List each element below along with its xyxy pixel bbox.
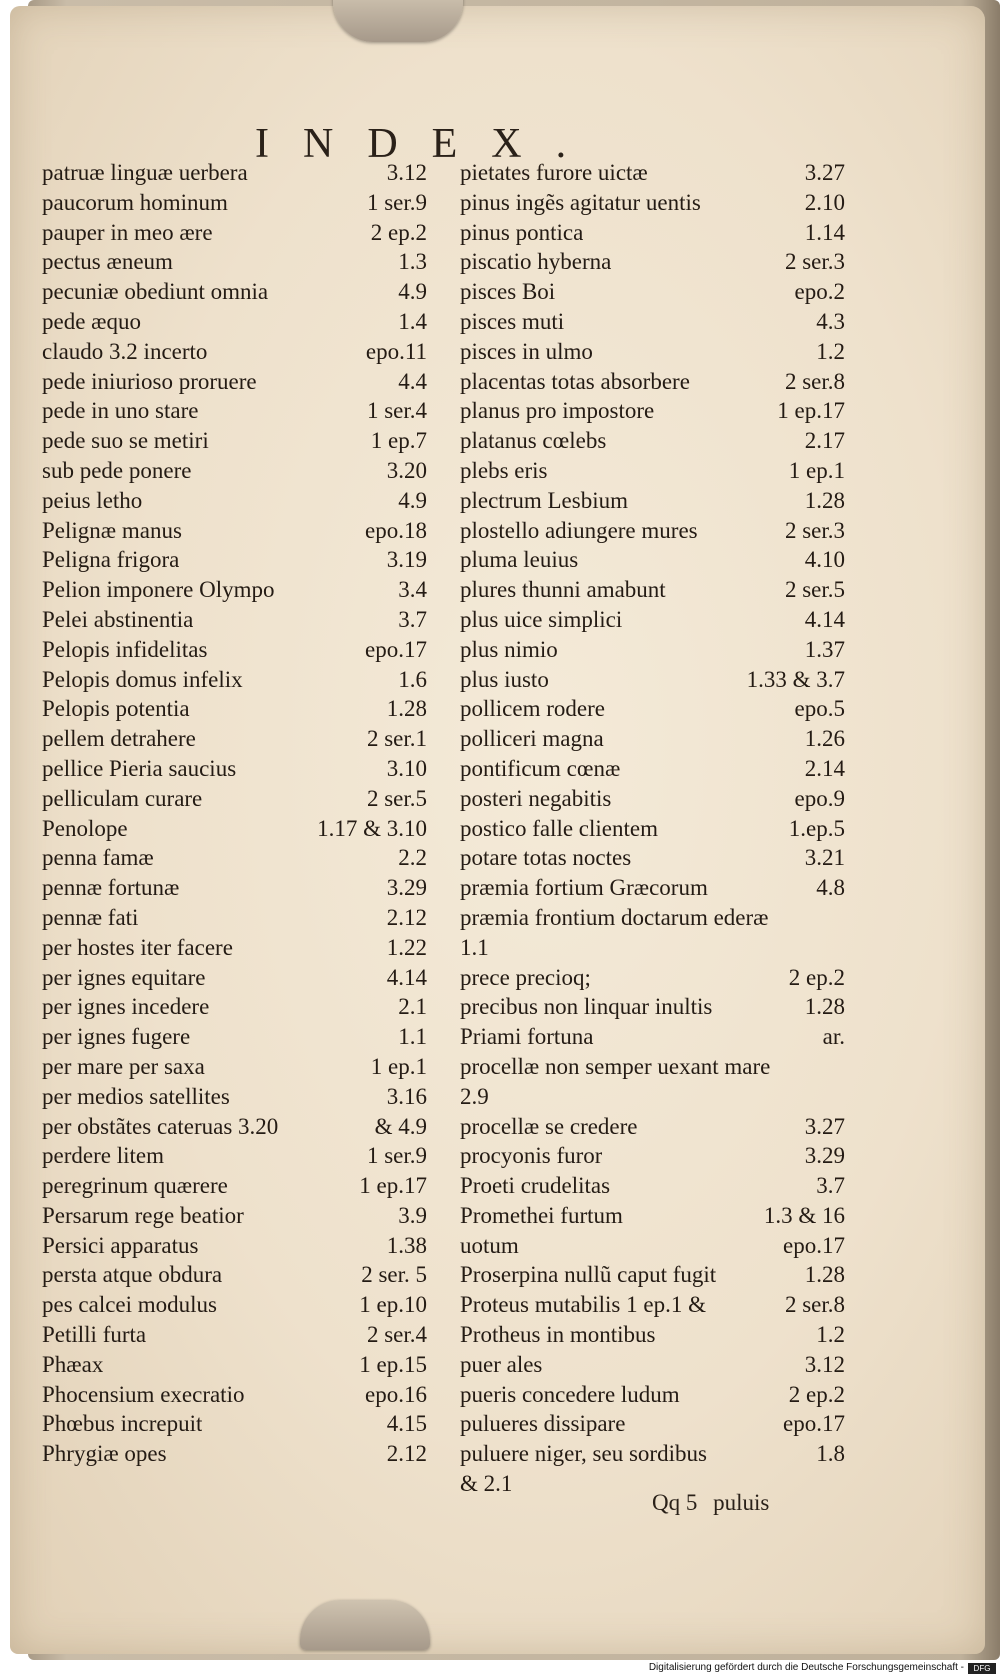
index-reference: 2 ep.2	[370, 219, 427, 245]
index-reference: 1 ep.7	[370, 428, 427, 454]
index-entry	[42, 160, 427, 190]
index-reference: 2 ser.1	[366, 726, 427, 752]
index-reference: 2 ser.8	[784, 368, 845, 394]
index-reference: 1.38	[386, 1232, 427, 1258]
index-entry	[42, 1203, 427, 1233]
index-term: posteri negabitis	[460, 785, 612, 811]
index-term: pennæ fortunæ	[42, 875, 180, 901]
index-term: Priami fortuna	[460, 1024, 594, 1050]
index-reference: 3.27	[804, 160, 845, 185]
index-reference: 2.17	[804, 428, 845, 454]
index-reference: 3.29	[804, 1143, 845, 1169]
index-reference: epo.11	[365, 338, 427, 364]
index-entry	[42, 875, 427, 905]
index-term: Petilli furta	[42, 1322, 147, 1348]
index-reference: 4.3	[816, 308, 845, 334]
index-entry	[460, 1262, 845, 1292]
index-entry	[42, 1322, 427, 1352]
index-entry	[460, 1411, 845, 1441]
index-reference: 1 ep.15	[359, 1351, 427, 1377]
index-term: Phæax	[42, 1351, 104, 1377]
index-column-left	[42, 160, 427, 1471]
book-clamp-top	[333, 0, 463, 42]
index-term: 1.1	[460, 934, 489, 960]
index-entry	[460, 667, 845, 697]
book-clamp-bottom	[300, 1600, 430, 1650]
index-term: pelliculam curare	[42, 785, 203, 811]
index-reference: 4.4	[398, 368, 427, 394]
index-reference: 1 ep.1	[788, 457, 845, 483]
index-entry	[460, 607, 845, 637]
index-term: procyonis furor	[460, 1143, 603, 1169]
index-entry	[42, 279, 427, 309]
index-term: Penolope	[42, 815, 128, 841]
index-reference: 3.19	[386, 547, 427, 573]
index-term: per ignes fugere	[42, 1024, 191, 1050]
index-entry	[460, 220, 845, 250]
index-reference: 3.9	[398, 1202, 427, 1228]
index-reference: 1.ep.5	[788, 815, 845, 841]
index-reference: 3.29	[386, 875, 427, 901]
index-reference: 3.27	[804, 1113, 845, 1139]
index-reference: 1.6	[398, 666, 427, 692]
index-term: plus uice simplici	[460, 606, 623, 632]
signature-mark: Qq 5	[652, 1490, 698, 1515]
index-entry	[460, 1203, 845, 1233]
index-entry	[460, 369, 845, 399]
index-term: per ignes incedere	[42, 994, 210, 1020]
index-entry	[42, 190, 427, 220]
index-entry	[42, 577, 427, 607]
index-term: præmia frontium doctarum ederæ	[460, 904, 769, 930]
index-entry	[42, 994, 427, 1024]
index-entry	[460, 1292, 845, 1322]
index-entry	[460, 518, 845, 548]
index-entry	[42, 637, 427, 667]
index-term: precibus non linquar inultis	[460, 994, 713, 1020]
index-entry	[460, 1143, 845, 1173]
index-reference: 1.14	[804, 219, 845, 245]
index-entry	[460, 1233, 845, 1263]
index-term: pisces Boi	[460, 279, 556, 305]
index-reference: 1.28	[804, 487, 845, 513]
index-term: potare totas noctes	[460, 845, 632, 871]
index-entry	[42, 1143, 427, 1173]
index-term: Persarum rege beatior	[42, 1202, 244, 1228]
index-term: piscatio hyberna	[460, 249, 612, 275]
index-term: placentas totas absorbere	[460, 368, 690, 394]
index-term: Proserpina nullũ caput fugit	[460, 1262, 717, 1288]
index-term: Pelion imponere Olympo	[42, 577, 275, 603]
index-entry	[460, 309, 845, 339]
index-term: Pelopis infidelitas	[42, 636, 208, 662]
index-reference: 1 ep.1	[370, 1053, 427, 1079]
index-entry	[42, 1292, 427, 1322]
index-entry	[460, 875, 845, 905]
index-reference: 1.28	[804, 1262, 845, 1288]
index-reference: epo.17	[783, 1411, 845, 1437]
index-entry	[42, 1054, 427, 1084]
index-term: paucorum hominum	[42, 189, 228, 215]
index-reference: 2.2	[398, 845, 427, 871]
index-reference: 2 ser.3	[784, 249, 845, 275]
index-term: per mare per saxa	[42, 1053, 205, 1079]
index-entry	[460, 190, 845, 220]
index-entry	[42, 696, 427, 726]
index-reference: epo.18	[365, 517, 427, 543]
index-reference: 3.20	[386, 457, 427, 483]
index-entry	[42, 488, 427, 518]
index-term: patruæ linguæ uerbera	[42, 160, 248, 185]
index-reference: 1.22	[386, 934, 427, 960]
index-entry	[460, 1114, 845, 1144]
index-entry	[460, 1084, 845, 1114]
index-term: Pelignæ manus	[42, 517, 182, 543]
index-reference: 2.14	[804, 755, 845, 781]
index-term: pede suo se metiri	[42, 428, 209, 454]
index-reference: 1.17 & 3.10	[317, 815, 427, 841]
index-entry	[460, 994, 845, 1024]
index-reference: 3.7	[816, 1173, 845, 1199]
index-entry	[42, 518, 427, 548]
index-reference: epo.5	[794, 696, 845, 722]
index-reference: 2 ser.5	[366, 785, 427, 811]
index-term: pinus pontica	[460, 219, 584, 245]
index-reference: 3.12	[804, 1351, 845, 1377]
index-term: puer ales	[460, 1351, 543, 1377]
index-entry	[42, 1352, 427, 1382]
index-term: per obstãtes cateruas 3.20	[42, 1113, 279, 1139]
index-reference: 3.12	[386, 160, 427, 185]
index-reference: 1 ep.10	[359, 1292, 427, 1318]
index-reference: 2.1	[398, 994, 427, 1020]
index-entry	[460, 637, 845, 667]
index-entry	[42, 935, 427, 965]
index-reference: 2 ser.8	[784, 1292, 845, 1318]
index-entry	[42, 220, 427, 250]
index-reference: 4.10	[804, 547, 845, 573]
index-term: pede iniurioso proruere	[42, 368, 257, 394]
index-entry	[460, 458, 845, 488]
index-term: Proteus mutabilis 1 ep.1 &	[460, 1292, 706, 1318]
index-term: Peligna frigora	[42, 547, 180, 573]
index-entry	[460, 249, 845, 279]
index-column-right	[460, 160, 845, 1501]
index-term: pennæ fati	[42, 904, 139, 930]
index-entry	[42, 1441, 427, 1471]
index-entry	[42, 845, 427, 875]
index-entry	[42, 756, 427, 786]
index-term: prece precioq;	[460, 964, 591, 990]
index-entry	[460, 1352, 845, 1382]
index-reference: 1.28	[386, 696, 427, 722]
index-term: pede in uno stare	[42, 398, 199, 424]
index-reference: 1.3 & 16	[763, 1202, 845, 1228]
index-reference: 2 ser. 5	[361, 1262, 427, 1288]
index-entry	[42, 369, 427, 399]
index-term: planus pro impostore	[460, 398, 655, 424]
index-reference: 4.9	[398, 279, 427, 305]
index-reference: 1.8	[816, 1441, 845, 1467]
index-reference: 1.4	[398, 308, 427, 334]
index-reference: 4.9	[398, 487, 427, 513]
index-reference: 4.14	[386, 964, 427, 990]
index-term: pectus æneum	[42, 249, 173, 275]
index-term: pauper in meo ære	[42, 219, 213, 245]
index-term: puluere niger, seu sordibus	[460, 1441, 707, 1467]
index-entry	[42, 816, 427, 846]
index-entry	[42, 1262, 427, 1292]
index-reference: 2 ep.2	[788, 964, 845, 990]
index-reference: 1 ser.4	[366, 398, 427, 424]
index-reference: epo.9	[794, 785, 845, 811]
index-term: peregrinum quærere	[42, 1173, 228, 1199]
dfg-logo: DFG	[968, 1663, 996, 1674]
index-term: pede æquo	[42, 308, 142, 334]
index-term: Pelopis domus infelix	[42, 666, 243, 692]
index-term: claudo 3.2 incerto	[42, 338, 208, 364]
index-entry	[460, 428, 845, 458]
index-entry	[460, 547, 845, 577]
index-entry	[460, 1322, 845, 1352]
index-reference: 1.33 & 3.7	[746, 666, 845, 692]
index-reference: 2 ser.5	[784, 577, 845, 603]
page-title: INDEX.	[255, 121, 601, 167]
index-reference: 2 ep.2	[788, 1381, 845, 1407]
index-entry	[42, 1382, 427, 1412]
index-entry	[42, 786, 427, 816]
index-reference: ar.	[822, 1024, 845, 1050]
index-term: Phœbus increpuit	[42, 1411, 203, 1437]
index-reference: 1 ep.17	[359, 1173, 427, 1199]
index-entry	[460, 726, 845, 756]
index-entry	[460, 160, 845, 190]
index-term: persta atque obdura	[42, 1262, 223, 1288]
index-reference: & 4.9	[374, 1113, 427, 1139]
index-term: perdere litem	[42, 1143, 164, 1169]
index-reference: 1 ep.17	[777, 398, 845, 424]
index-reference: 3.16	[386, 1083, 427, 1109]
index-entry	[460, 339, 845, 369]
index-entry	[42, 726, 427, 756]
index-term: Persici apparatus	[42, 1232, 199, 1258]
index-term: polliceri magna	[460, 726, 604, 752]
index-term: plebs eris	[460, 457, 548, 483]
index-reference: epo.16	[365, 1381, 427, 1407]
index-term: pueris concedere ludum	[460, 1381, 680, 1407]
index-entry	[460, 816, 845, 846]
index-entry	[460, 786, 845, 816]
index-term: plures thunni amabunt	[460, 577, 666, 603]
index-entry	[460, 905, 845, 935]
index-reference: epo.17	[783, 1232, 845, 1258]
index-term: procellæ se credere	[460, 1113, 638, 1139]
index-reference: 1.28	[804, 994, 845, 1020]
index-entry	[42, 339, 427, 369]
index-reference: 3.10	[386, 755, 427, 781]
index-reference: 1.1	[398, 1024, 427, 1050]
index-reference: 2.10	[804, 189, 845, 215]
index-reference: 4.8	[816, 875, 845, 901]
index-term: 2.9	[460, 1083, 489, 1109]
index-term: per hostes iter facere	[42, 934, 233, 960]
index-entry	[460, 696, 845, 726]
index-term: Phrygiæ opes	[42, 1441, 167, 1467]
index-reference: 1.2	[816, 1322, 845, 1348]
index-term: uotum	[460, 1232, 519, 1258]
index-term: pisces in ulmo	[460, 338, 593, 364]
index-term: pellice Pieria saucius	[42, 755, 237, 781]
index-reference: 1.26	[804, 726, 845, 752]
index-entry	[42, 905, 427, 935]
index-reference: epo.2	[794, 279, 845, 305]
index-reference: 1.3	[398, 249, 427, 275]
index-reference: 1 ser.9	[366, 1143, 427, 1169]
index-entry	[460, 1382, 845, 1412]
index-reference: 2.12	[386, 904, 427, 930]
index-term: platanus cœlebs	[460, 428, 607, 454]
index-entry	[42, 1114, 427, 1144]
index-entry	[42, 458, 427, 488]
index-term: pietates furore uictæ	[460, 160, 648, 185]
index-term: plectrum Lesbium	[460, 487, 628, 513]
index-term: & 2.1	[460, 1471, 513, 1497]
index-reference: 4.15	[386, 1411, 427, 1437]
index-entry	[42, 1024, 427, 1054]
index-term: Promethei furtum	[460, 1202, 623, 1228]
index-entry	[460, 398, 845, 428]
index-term: pecuniæ obediunt omnia	[42, 279, 269, 305]
index-entry	[42, 1233, 427, 1263]
index-term: pes calcei modulus	[42, 1292, 218, 1318]
index-reference: 2 ser.4	[366, 1322, 427, 1348]
index-term: pisces muti	[460, 308, 565, 334]
index-term: pulueres dissipare	[460, 1411, 626, 1437]
catchword: puluis	[713, 1490, 770, 1515]
index-reference: 1.2	[816, 338, 845, 364]
catchword-line	[652, 1490, 779, 1516]
index-term: postico falle clientem	[460, 815, 658, 841]
index-term: penna famæ	[42, 845, 154, 871]
index-reference: 1 ser.9	[366, 189, 427, 215]
index-entry	[460, 965, 845, 995]
index-term: Proeti crudelitas	[460, 1173, 611, 1199]
index-reference: epo.17	[365, 636, 427, 662]
index-reference: 3.7	[398, 606, 427, 632]
index-entry	[42, 428, 427, 458]
index-term: pinus ingẽs agitatur uentis	[460, 189, 701, 215]
index-term: pluma leuius	[460, 547, 579, 573]
index-term: Phocensium execratio	[42, 1381, 245, 1407]
index-reference: 1.37	[804, 636, 845, 662]
index-entry	[460, 1173, 845, 1203]
index-reference: 3.21	[804, 845, 845, 871]
index-term: plostello adiungere mures	[460, 517, 698, 543]
index-entry	[42, 607, 427, 637]
index-term: pellem detrahere	[42, 726, 196, 752]
index-term: peius letho	[42, 487, 143, 513]
index-entry	[460, 935, 845, 965]
index-entry	[460, 1024, 845, 1054]
index-term: pollicem rodere	[460, 696, 605, 722]
index-term: Pelopis potentia	[42, 696, 190, 722]
index-term: plus nimio	[460, 636, 558, 662]
index-entry	[42, 309, 427, 339]
index-entry	[42, 398, 427, 428]
index-entry	[42, 1411, 427, 1441]
index-entry	[42, 667, 427, 697]
index-term: Protheus in montibus	[460, 1322, 656, 1348]
index-entry	[42, 547, 427, 577]
index-term: per medios satellites	[42, 1083, 230, 1109]
index-term: præmia fortium Græcorum	[460, 875, 708, 901]
index-entry	[460, 1054, 845, 1084]
index-entry	[42, 965, 427, 995]
index-entry	[42, 1173, 427, 1203]
index-term: procellæ non semper uexant mare	[460, 1053, 771, 1079]
index-reference: 2 ser.3	[784, 517, 845, 543]
index-term: per ignes equitare	[42, 964, 206, 990]
index-term: plus iusto	[460, 666, 549, 692]
index-term: Pelei abstinentia	[42, 606, 194, 632]
index-entry	[42, 1084, 427, 1114]
index-reference: 3.4	[398, 577, 427, 603]
index-term: sub pede ponere	[42, 457, 192, 483]
index-entry	[460, 279, 845, 309]
index-entry	[460, 488, 845, 518]
index-entry	[460, 845, 845, 875]
index-entry	[460, 577, 845, 607]
index-reference: 2.12	[386, 1441, 427, 1467]
index-entry	[460, 756, 845, 786]
index-entry	[460, 1441, 845, 1471]
index-entry	[42, 249, 427, 279]
index-term: pontificum cœnæ	[460, 755, 621, 781]
footer-credit: Digitalisierung gefördert durch die Deutsche Forschungsgemeinschaft -	[648, 1662, 964, 1673]
index-reference: 4.14	[804, 606, 845, 632]
